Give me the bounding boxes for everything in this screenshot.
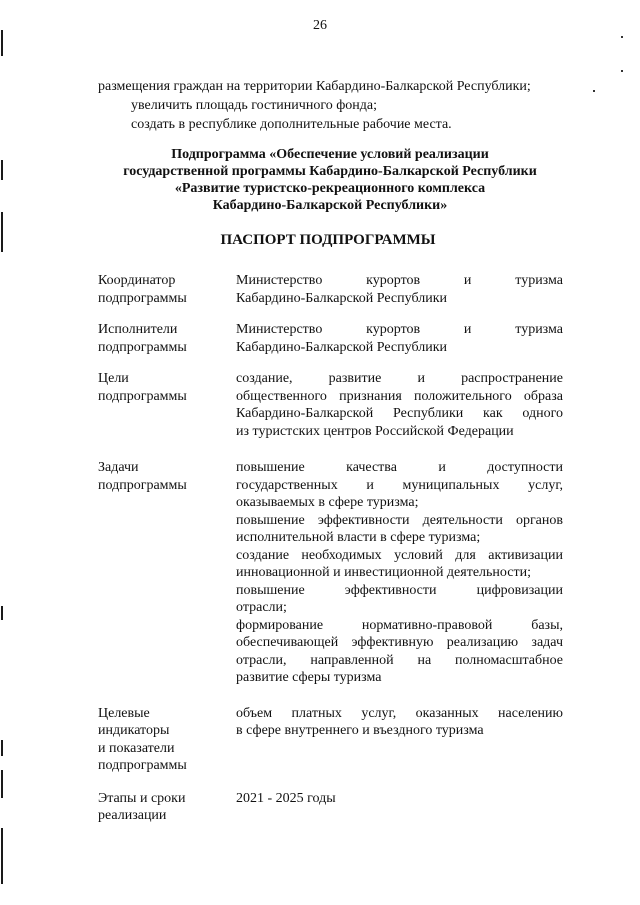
scan-margin-mark (1, 30, 3, 56)
row-value (236, 272, 563, 307)
label-line: реализации (98, 808, 167, 823)
value-line: отрасли; (236, 600, 287, 615)
value-line: Кабардино-Балкарской Республики (236, 339, 447, 355)
subprogram-title-line: Подпрограмма «Обеспечение условий реализации (171, 147, 489, 162)
passport-row-executors (98, 321, 563, 356)
label-line: Этапы и сроки (98, 790, 186, 806)
value-line: в сфере внутреннего и въездного туризма (236, 723, 484, 738)
label-line: подпрограммы (98, 758, 187, 773)
value-line: объем платных услуг, оказанных населению (236, 705, 563, 721)
scan-speck (621, 70, 623, 72)
value-line: общественного признания положительного образа (236, 388, 563, 404)
row-label (98, 705, 236, 775)
scan-margin-mark (1, 606, 3, 620)
value-line: Министерство курортов и туризма (236, 273, 563, 288)
passport-heading: ПАСПОРТ ПОДПРОГРАММЫ (220, 232, 436, 248)
value-line: формирование нормативно-правовой базы, (236, 617, 563, 633)
passport-row-coordinator (98, 272, 563, 307)
row-value (236, 321, 563, 356)
value-line: 2021 - 2025 годы (236, 790, 336, 806)
row-value (236, 370, 563, 440)
label-line: Целевые (98, 705, 150, 721)
subprogram-title-line: «Развитие туристско-рекреационного комплекса (174, 181, 486, 196)
value-line: из туристских центров Российской Федерации (236, 423, 514, 439)
row-label: Исполнители подпрограммы (98, 322, 187, 355)
passport-row-indicators (98, 705, 563, 775)
row-value (236, 790, 563, 825)
value-line: повышение качества и доступности (236, 460, 563, 475)
scan-margin-mark (1, 212, 3, 252)
value-line: Кабардино-Балкарской Республики как одного (236, 406, 563, 421)
scan-margin-mark (1, 770, 3, 798)
passport-row-tasks (98, 459, 563, 687)
intro-line: увеличить площадь гостиничного фонда; (131, 98, 378, 113)
intro-text (98, 77, 568, 134)
row-value (236, 705, 563, 775)
label-line: и показатели (98, 740, 175, 756)
value-line: отрасли, направленной на полномасштабное (236, 652, 563, 668)
value-line: создание необходимых условий для активизации (236, 547, 563, 563)
label-line: индикаторы (98, 723, 170, 738)
passport-row-stages (98, 790, 563, 825)
row-value (236, 459, 563, 687)
scan-margin-mark (1, 828, 3, 884)
value-line: повышение эффективности деятельности органов (236, 512, 563, 528)
value-line: инновационной и инвестиционной деятельности; (236, 565, 531, 580)
scan-speck (593, 90, 595, 92)
value-line: исполнительной власти в сфере туризма; (236, 530, 481, 545)
subprogram-title-line: Кабардино-Балкарской Республики» (212, 198, 448, 213)
row-label (98, 790, 236, 825)
value-line: Кабардино-Балкарской Республики (236, 290, 447, 306)
value-line: оказываемых в сфере туризма; (236, 495, 419, 510)
passport-row-goals (98, 370, 563, 440)
subprogram-title-line: государственной программы Кабардино-Балкарской Республики (123, 164, 537, 179)
value-line: Министерство курортов и туризма (236, 322, 563, 337)
value-line: создание, развитие и распространение (236, 371, 563, 386)
row-label: Задачи подпрограммы (98, 460, 187, 493)
row-label: Координатор подпрограммы (98, 273, 187, 306)
scan-margin-mark (1, 160, 3, 180)
row-label: Цели подпрограммы (98, 371, 187, 404)
scan-margin-mark (1, 740, 3, 756)
passport-table (98, 272, 563, 825)
value-line: обеспечивающей эффективную реализацию задач (236, 635, 563, 650)
value-line: государственных и муниципальных услуг, (236, 477, 563, 493)
page-number: 26 (313, 18, 327, 33)
subprogram-title (80, 146, 580, 214)
value-line: повышение эффективности цифровизации (236, 582, 563, 598)
scan-speck (621, 36, 623, 38)
intro-line: размещения граждан на территории Кабардино-Балкарской Республики; (98, 79, 531, 94)
value-line: развитие сферы туризма (236, 670, 382, 685)
intro-line: создать в республике дополнительные рабочие места. (131, 117, 452, 132)
